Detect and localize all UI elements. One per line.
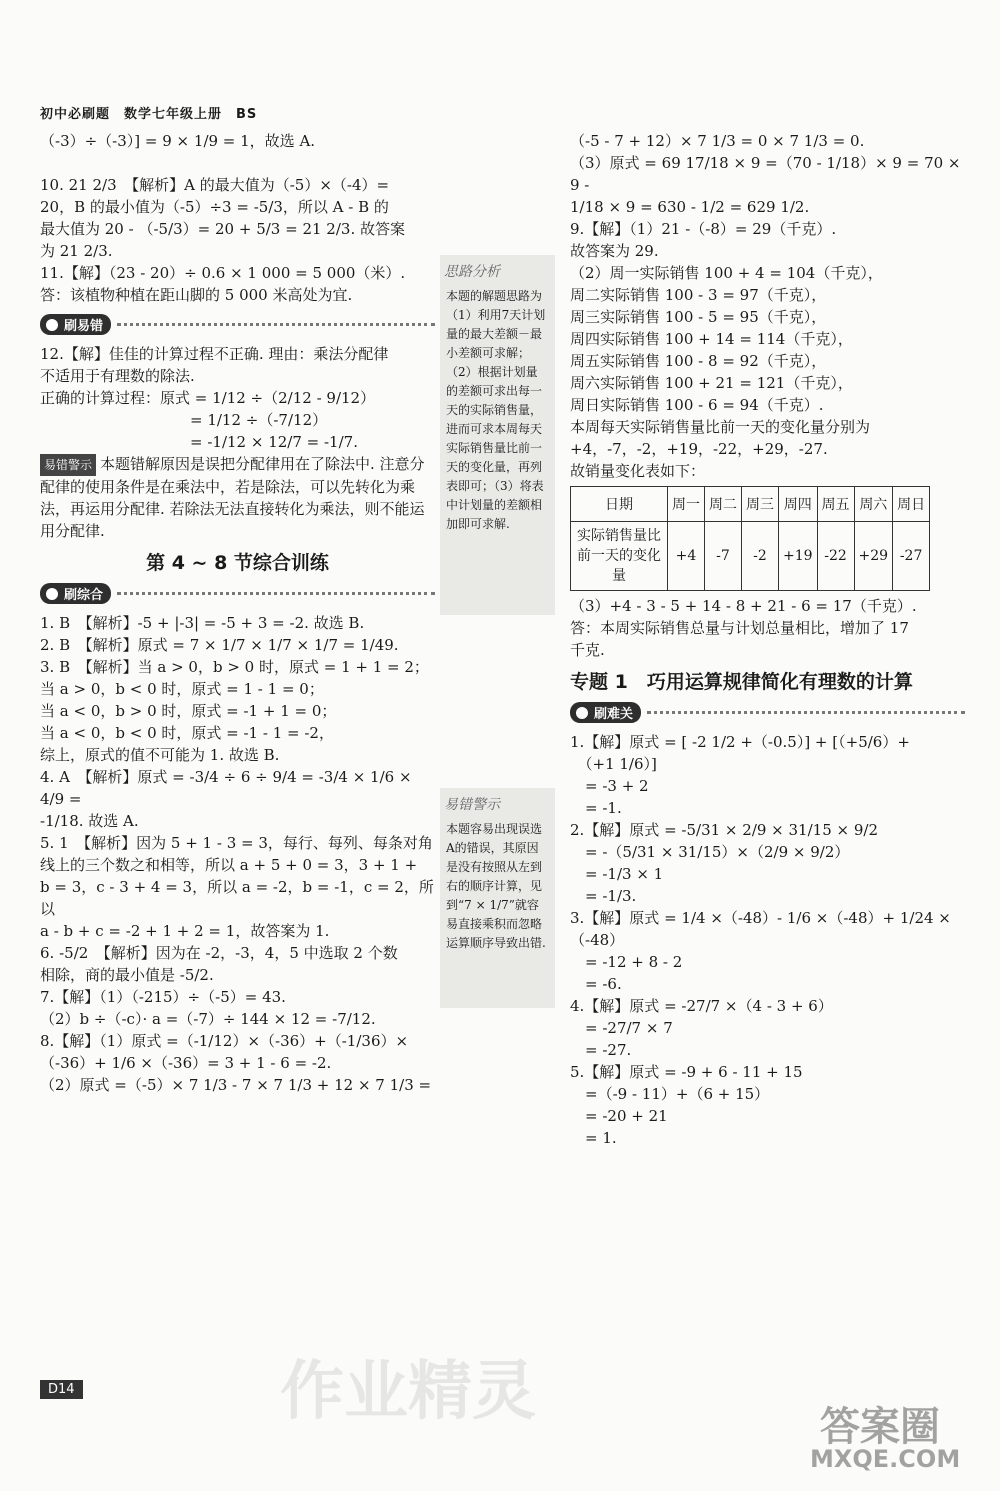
answer-line: 当 a > 0，b < 0 时，原式 = 1 - 1 = 0；	[40, 680, 324, 698]
answer-line: （2）周一实际销售 100 + 4 = 104（千克），	[570, 264, 883, 282]
answer-line: = -6.	[570, 975, 622, 993]
left-answers-part1	[40, 130, 435, 306]
answer-line: 3. B 【解析】当 a > 0，b > 0 时，原式 = 1 + 1 = 2；	[40, 658, 429, 676]
answer-line: 周四实际销售 100 + 14 = 114（千克），	[570, 330, 853, 348]
answer-line: a - b + c = -2 + 1 + 2 = 1，故答案为 1.	[40, 922, 330, 940]
section-label: 刷易错	[64, 319, 104, 334]
answer-line: 10. 21 2/3 【解析】A 的最大值为（-5）×（-4）=	[40, 176, 390, 194]
answer-line: 周二实际销售 100 - 3 = 97（千克），	[570, 286, 827, 304]
answer-line: 2.【解】原式 = -5/31 × 2/9 × 31/15 × 9/2	[570, 821, 878, 839]
right-answers-part2	[570, 595, 965, 661]
book-icon	[44, 586, 60, 602]
answer-line: = -1/12 × 12/7 = -1/7.	[40, 433, 358, 451]
answer-line: 答：该植物种植在距山脚的 5 000 米高处为宜.	[40, 286, 353, 304]
left-answers-part2	[40, 343, 435, 453]
answer-line: = -（5/31 × 31/15）×（2/9 × 9/2）	[570, 843, 850, 861]
table-cell: +19	[779, 522, 818, 591]
answer-line: 1.【解】原式 = [ -2 1/2 +（-0.5）] + [（+5/6）+	[570, 733, 910, 751]
answer-line: = -12 + 8 - 2	[570, 953, 683, 971]
side-note-text: 本题的解题思路为（1）利用7天计划量的最大差额－最小差额可求解；（2）根据计划量的差额可求出每一天的实际销售量，进而可求本周每天实际销售量比前一天的变化量，再列表即可；（3）将表中计划量的差额相加即可求解.	[446, 289, 546, 531]
answer-line: 1/18 × 9 = 630 - 1/2 = 629 1/2.	[570, 198, 810, 216]
table-header-row	[571, 487, 930, 522]
answer-line: 正确的计算过程：原式 = 1/12 ÷（2/12 - 9/12）	[40, 389, 376, 407]
answer-line: 2. B 【解析】原式 = 7 × 1/7 × 1/7 × 1/7 = 1/49.	[40, 636, 399, 654]
answer-line: = -1/3 × 1	[570, 865, 664, 883]
answer-line: = -1/3.	[570, 887, 637, 905]
answer-line: 3.【解】原式 = 1/4 ×（-48）- 1/6 ×（-48）+ 1/24 ×	[570, 909, 951, 927]
dotted-divider	[117, 323, 435, 326]
answer-line: = -20 + 21	[570, 1107, 668, 1125]
answer-line: 千克.	[570, 641, 605, 659]
answer-line	[40, 152, 435, 174]
answer-line: 不适用于有理数的除法.	[40, 367, 195, 385]
left-column	[40, 130, 435, 1096]
right-answers-part3	[570, 731, 965, 1149]
side-note-title: 思路分析	[444, 264, 500, 280]
table-cell: -27	[893, 522, 930, 591]
answer-line: = -27.	[570, 1041, 632, 1059]
answer-line: 当 a < 0，b < 0 时，原式 = -1 - 1 = -2，	[40, 724, 334, 742]
answer-line: 周六实际销售 100 + 21 = 121（千克），	[570, 374, 853, 392]
answer-line: 最大值为 20 - （-5/3）= 20 + 5/3 = 21 2/3. 故答案	[40, 220, 405, 238]
answer-line: （3）原式 = 69 17/18 × 9 =（70 - 1/18）× 9 = 70 × 9 -	[570, 154, 966, 194]
answer-line: 综上，原式的值不可能为 1. 故选 B.	[40, 746, 280, 764]
page-header: 初中必刷题 数学七年级上册 BS	[40, 107, 258, 122]
table-cell: +29	[854, 522, 893, 591]
table-header-cell: 周三	[742, 487, 779, 522]
answer-line: 12.【解】佳佳的计算过程不正确. 理由：乘法分配律	[40, 345, 389, 363]
answer-line: 9.【解】（1）21 -（-8）= 29（千克）.	[570, 220, 837, 238]
table-header-cell: 周四	[779, 487, 818, 522]
book-icon	[574, 705, 590, 721]
answer-line: 周三实际销售 100 - 5 = 95（千克），	[570, 308, 827, 326]
left-answers-part3	[40, 612, 435, 1096]
answer-line: 相除，商的最小值是 -5/2.	[40, 966, 214, 984]
answer-line: 线上的三个数之和相等，所以 a + 5 + 0 = 3，3 + 1 +	[40, 856, 418, 874]
warning-note	[40, 453, 435, 542]
table-cell: -7	[705, 522, 742, 591]
table-header-cell: 日期	[571, 487, 668, 522]
answer-line: 答：本周实际销售总量与计划总量相比，增加了 17	[570, 619, 909, 637]
answer-line: （3）+4 - 3 - 5 + 14 - 8 + 21 - 6 = 17（千克）.	[570, 597, 917, 615]
side-note-text: 本题容易出现误选A的错误，其原因是没有按照从左到右的顺序计算，见到“7 × 1/7”就容易直接乘积而忽略运算顺序导致出错.	[446, 822, 546, 950]
answer-line: 5. 1 【解析】因为 5 + 1 - 3 = 3，每行、每列、每条对角	[40, 834, 433, 852]
table-header-cell: 周二	[705, 487, 742, 522]
answer-line: 7.【解】（1）（-215）÷（-5）= 43.	[40, 988, 286, 1006]
answer-line: （-48）	[570, 931, 625, 949]
answer-line: 8.【解】（1）原式 =（-1/12）×（-36）+（-1/36）×	[40, 1032, 409, 1050]
sales-change-table	[570, 486, 930, 591]
answer-line: +4，-7，-2，+19，-22，+29，-27.	[570, 440, 828, 458]
answer-line: 4. A 【解析】原式 = -3/4 ÷ 6 ÷ 9/4 = -3/4 × 1/6 × 4/9 =	[40, 768, 417, 808]
table-cell: -2	[742, 522, 779, 591]
answer-line: = -1.	[570, 799, 622, 817]
table-header-cell: 周一	[668, 487, 705, 522]
answer-line: 周五实际销售 100 - 8 = 92（千克），	[570, 352, 827, 370]
section-badge	[570, 702, 641, 723]
table-header-cell: 周六	[854, 487, 893, 522]
table-row	[571, 522, 930, 591]
right-column	[570, 130, 965, 1149]
table-cell: +4	[668, 522, 705, 591]
warning-text: 本题错解原因是误把分配律用在了除法中. 注意分配律的使用条件是在乘法中，若是除法，可以先转化为乘法，再运用分配律. 若除法无法直接转化为乘法，则不能运用分配律.	[40, 455, 425, 540]
answer-line: b = 3，c - 3 + 4 = 3，所以 a = -2，b = -1，c = 2，所以	[40, 878, 434, 918]
table-cell: -22	[817, 522, 854, 591]
answer-line: 11.【解】（23 - 20）÷ 0.6 × 1 000 = 5 000（米）.	[40, 264, 406, 282]
answer-line: （2）原式 =（-5）× 7 1/3 - 7 × 7 1/3 + 12 × 7 1/3 =	[40, 1076, 432, 1094]
warning-label: 易错警示	[40, 454, 96, 476]
answer-line: = -3 + 2	[570, 777, 649, 795]
answer-line: 本周每天实际销售量比前一天的变化量分别为	[570, 418, 871, 436]
answer-line: 4.【解】原式 = -27/7 ×（4 - 3 + 6）	[570, 997, 833, 1015]
answer-line: = 1/12 ÷（-7/12）	[40, 411, 328, 429]
watermark: 作业精灵	[280, 1355, 536, 1429]
answer-line: （-36）+ 1/6 ×（-36）= 3 + 1 - 6 = -2.	[40, 1054, 332, 1072]
section-title: 第 4 ~ 8 节综合训练	[146, 552, 329, 574]
answer-line: = 1.	[570, 1129, 617, 1147]
section-badge	[40, 314, 111, 335]
answer-line: 20，B 的最小值为（-5）÷3 = -5/3，所以 A - B 的	[40, 198, 389, 216]
answer-line: -1/18. 故选 A.	[40, 812, 139, 830]
answer-line: （+1 1/6）]	[570, 755, 657, 773]
answer-line: = -27/7 × 7	[570, 1019, 673, 1037]
watermark-url: MXQE.COM	[810, 1445, 961, 1473]
answer-line: 故答案为 29.	[570, 242, 659, 260]
dotted-divider	[117, 592, 435, 595]
table-header-cell: 周五	[817, 487, 854, 522]
book-icon	[44, 317, 60, 333]
answer-line: 6. -5/2 【解析】因为在 -2，-3，4，5 中选取 2 个数	[40, 944, 398, 962]
right-answers-part1	[570, 130, 965, 482]
section-label: 刷难关	[594, 707, 634, 722]
section-shuananguan	[570, 702, 965, 723]
side-note-analysis	[440, 255, 555, 615]
answer-line: 1. B 【解析】-5 + |-3| = -5 + 3 = -2. 故选 B.	[40, 614, 365, 632]
section-shuazonghe	[40, 583, 435, 604]
answer-line: 故销量变化表如下：	[570, 462, 706, 480]
section-label: 刷综合	[64, 588, 104, 603]
answer-line: =（-9 - 11）+（6 + 15）	[570, 1085, 770, 1103]
section-shuayicuo	[40, 314, 435, 335]
answer-line: 周日实际销售 100 - 6 = 94（千克）.	[570, 396, 824, 414]
topic-title: 专题 1 巧用运算规律简化有理数的计算	[570, 671, 913, 693]
answer-line: （-3）÷（-3）] = 9 × 1/9 = 1，故选 A.	[40, 132, 316, 150]
side-note-warning	[440, 788, 555, 1008]
table-header-cell: 周日	[893, 487, 930, 522]
watermark-logo: 答案圈	[820, 1404, 940, 1450]
section-badge	[40, 583, 111, 604]
dotted-divider	[647, 711, 965, 714]
table-row-header: 实际销售量比前一天的变化量	[571, 522, 668, 591]
answer-line: （-5 - 7 + 12）× 7 1/3 = 0 × 7 1/3 = 0.	[570, 132, 865, 150]
answer-line: （2）b ÷（-c）· a =（-7）÷ 144 × 12 = -7/12.	[40, 1010, 376, 1028]
page-number: D14	[40, 1380, 83, 1399]
answer-line: 当 a < 0，b > 0 时，原式 = -1 + 1 = 0；	[40, 702, 337, 720]
answer-line: 5.【解】原式 = -9 + 6 - 11 + 15	[570, 1063, 803, 1081]
answer-line: 为 21 2/3.	[40, 242, 113, 260]
side-note-title: 易错警示	[444, 797, 500, 813]
